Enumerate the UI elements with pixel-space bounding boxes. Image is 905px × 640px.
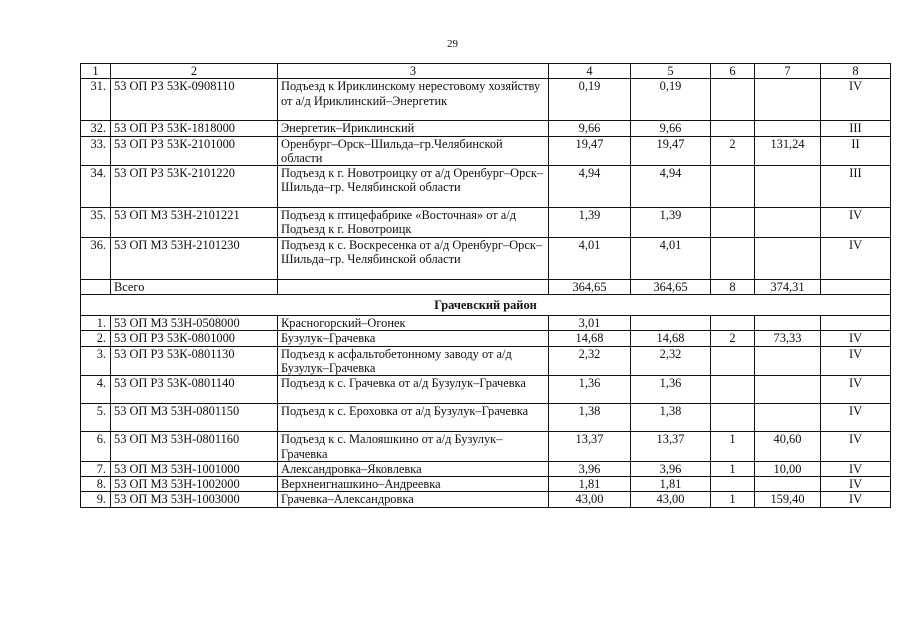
road-category: IV: [821, 208, 891, 238]
road-category: III: [821, 121, 891, 136]
column-header: 3: [278, 64, 549, 79]
table-row: [81, 461, 891, 476]
row-number: 33.: [81, 136, 111, 166]
total-label: Всего: [111, 279, 278, 294]
table-row: [81, 166, 891, 208]
bridges-length: [755, 121, 821, 136]
road-name: Оренбург–Орск–Шильда–гр.Челябинской области: [278, 136, 549, 166]
table-row: [81, 316, 891, 331]
bridges-length: [755, 316, 821, 331]
row-number: 34.: [81, 166, 111, 208]
bridges-count: 2: [711, 136, 755, 166]
bridges-count: 2: [711, 331, 755, 346]
row-number: 35.: [81, 208, 111, 238]
bridges-count: 1: [711, 492, 755, 507]
road-code: 53 ОП РЗ 53К-0908110: [111, 79, 278, 121]
length-hard-surface: 2,32: [631, 346, 711, 376]
road-category: IV: [821, 376, 891, 404]
row-number: [81, 279, 111, 294]
section-row: [81, 295, 891, 316]
total-bridges-length: 374,31: [755, 279, 821, 294]
bridges-length: [755, 477, 821, 492]
row-number: 1.: [81, 316, 111, 331]
row-number: 9.: [81, 492, 111, 507]
length-hard-surface: 1,39: [631, 208, 711, 238]
table-row: [81, 208, 891, 238]
road-name: Подъезд к с. Ероховка от а/д Бузулук–Грачевка: [278, 404, 549, 432]
bridges-length: [755, 166, 821, 208]
road-code: 53 ОП МЗ 53Н-2101230: [111, 237, 278, 279]
column-header: 8: [821, 64, 891, 79]
road-code: 53 ОП РЗ 53К-0801140: [111, 376, 278, 404]
bridges-length: [755, 79, 821, 121]
length-hard-surface: 9,66: [631, 121, 711, 136]
page-number: 29: [447, 38, 458, 50]
road-name: Подъезд к Ириклинскому нерестовому хозяйству от а/д Ириклинский–Энергетик: [278, 79, 549, 121]
length-hard-surface: 0,19: [631, 79, 711, 121]
row-number: 4.: [81, 376, 111, 404]
roads-table: [80, 63, 891, 508]
table-row: [81, 432, 891, 462]
road-category: IV: [821, 432, 891, 462]
road-name: Подъезд к с. Грачевка от а/д Бузулук–Грачевка: [278, 376, 549, 404]
road-code: 53 ОП МЗ 53Н-2101221: [111, 208, 278, 238]
road-code: 53 ОП РЗ 53К-0801000: [111, 331, 278, 346]
bridges-count: 1: [711, 461, 755, 476]
bridges-count: [711, 477, 755, 492]
bridges-count: [711, 121, 755, 136]
length-hard-surface: 19,47: [631, 136, 711, 166]
row-number: 2.: [81, 331, 111, 346]
length-hard-surface: 13,37: [631, 432, 711, 462]
road-name: Верхнеигнашкино–Андреевка: [278, 477, 549, 492]
bridges-length: 73,33: [755, 331, 821, 346]
column-header: 5: [631, 64, 711, 79]
road-category: IV: [821, 461, 891, 476]
bridges-length: 10,00: [755, 461, 821, 476]
length-hard-surface: 1,38: [631, 404, 711, 432]
table-row: [81, 404, 891, 432]
total-length-hard-surface: 364,65: [631, 279, 711, 294]
length-hard-surface: 3,96: [631, 461, 711, 476]
road-category: IV: [821, 477, 891, 492]
road-code: 53 ОП РЗ 53К-2101220: [111, 166, 278, 208]
length-total: 4,94: [549, 166, 631, 208]
road-name: Энергетик–Ириклинский: [278, 121, 549, 136]
length-total: 2,32: [549, 346, 631, 376]
table-row: [81, 492, 891, 507]
road-name: Подъезд к г. Новотроицку от а/д Оренбург–Орск–Шильда–гр. Челябинской области: [278, 166, 549, 208]
row-number: 8.: [81, 477, 111, 492]
bridges-count: [711, 166, 755, 208]
road-category: IV: [821, 492, 891, 507]
road-name: Грачевка–Александровка: [278, 492, 549, 507]
bridges-count: [711, 208, 755, 238]
row-number: 36.: [81, 237, 111, 279]
length-total: 3,01: [549, 316, 631, 331]
bridges-length: [755, 404, 821, 432]
road-name: Александровка–Яковлевка: [278, 461, 549, 476]
bridges-count: [711, 316, 755, 331]
length-hard-surface: 4,01: [631, 237, 711, 279]
length-total: 19,47: [549, 136, 631, 166]
row-number: 6.: [81, 432, 111, 462]
column-header: 7: [755, 64, 821, 79]
bridges-length: [755, 237, 821, 279]
bridges-length: 131,24: [755, 136, 821, 166]
length-total: 43,00: [549, 492, 631, 507]
bridges-count: [711, 376, 755, 404]
bridges-count: 1: [711, 432, 755, 462]
road-category: IV: [821, 237, 891, 279]
bridges-length: [755, 346, 821, 376]
column-header: 1: [81, 64, 111, 79]
road-code: 53 ОП МЗ 53Н-1002000: [111, 477, 278, 492]
bridges-count: [711, 79, 755, 121]
bridges-length: [755, 376, 821, 404]
road-category: IV: [821, 331, 891, 346]
length-hard-surface: 43,00: [631, 492, 711, 507]
road-code: 53 ОП МЗ 53Н-1003000: [111, 492, 278, 507]
road-name: Красногорский–Огонек: [278, 316, 549, 331]
road-name: Бузулук–Грачевка: [278, 331, 549, 346]
table-row: [81, 237, 891, 279]
road-name: Подъезд к птицефабрике «Восточная» от а/д Подъезд к г. Новотроицк: [278, 208, 549, 238]
bridges-count: [711, 346, 755, 376]
length-total: 0,19: [549, 79, 631, 121]
length-total: 4,01: [549, 237, 631, 279]
table-row: [81, 79, 891, 121]
length-total: 1,39: [549, 208, 631, 238]
road-category: [821, 279, 891, 294]
length-total: 1,36: [549, 376, 631, 404]
length-hard-surface: 4,94: [631, 166, 711, 208]
road-category: IV: [821, 79, 891, 121]
road-code: 53 ОП РЗ 53К-2101000: [111, 136, 278, 166]
table-row: [81, 477, 891, 492]
column-header: 6: [711, 64, 755, 79]
road-category: II: [821, 136, 891, 166]
road-category: [821, 316, 891, 331]
road-name: Подъезд к с. Малояшкино от а/д Бузулук–Грачевка: [278, 432, 549, 462]
road-code: 53 ОП РЗ 53К-0801130: [111, 346, 278, 376]
road-category: IV: [821, 404, 891, 432]
road-code: 53 ОП РЗ 53К-1818000: [111, 121, 278, 136]
road-code: 53 ОП МЗ 53Н-0508000: [111, 316, 278, 331]
road-category: III: [821, 166, 891, 208]
table-row: [81, 376, 891, 404]
length-total: 1,38: [549, 404, 631, 432]
road-code: 53 ОП МЗ 53Н-1001000: [111, 461, 278, 476]
bridges-count: [711, 237, 755, 279]
length-total: 9,66: [549, 121, 631, 136]
length-total: 14,68: [549, 331, 631, 346]
length-hard-surface: 1,36: [631, 376, 711, 404]
length-total: 3,96: [549, 461, 631, 476]
section-title: Грачевский район: [81, 295, 891, 316]
bridges-length: 40,60: [755, 432, 821, 462]
row-number: 5.: [81, 404, 111, 432]
bridges-length: 159,40: [755, 492, 821, 507]
length-total: 13,37: [549, 432, 631, 462]
road-category: IV: [821, 346, 891, 376]
row-number: 32.: [81, 121, 111, 136]
table-header-row: [81, 64, 891, 79]
total-bridges-count: 8: [711, 279, 755, 294]
table-row: [81, 136, 891, 166]
bridges-count: [711, 404, 755, 432]
column-header: 4: [549, 64, 631, 79]
length-total: 1,81: [549, 477, 631, 492]
row-number: 3.: [81, 346, 111, 376]
bridges-length: [755, 208, 821, 238]
table-row: [81, 346, 891, 376]
length-hard-surface: [631, 316, 711, 331]
road-code: 53 ОП МЗ 53Н-0801150: [111, 404, 278, 432]
row-number: 7.: [81, 461, 111, 476]
column-header: 2: [111, 64, 278, 79]
total-length: 364,65: [549, 279, 631, 294]
table-row: [81, 121, 891, 136]
road-name: [278, 279, 549, 294]
total-row: [81, 279, 891, 294]
length-hard-surface: 14,68: [631, 331, 711, 346]
table-row: [81, 331, 891, 346]
length-hard-surface: 1,81: [631, 477, 711, 492]
road-name: Подъезд к с. Воскресенка от а/д Оренбург–Орск–Шильда–гр. Челябинской области: [278, 237, 549, 279]
row-number: 31.: [81, 79, 111, 121]
road-name: Подъезд к асфальтобетонному заводу от а/д Бузулук–Грачевка: [278, 346, 549, 376]
road-code: 53 ОП МЗ 53Н-0801160: [111, 432, 278, 462]
